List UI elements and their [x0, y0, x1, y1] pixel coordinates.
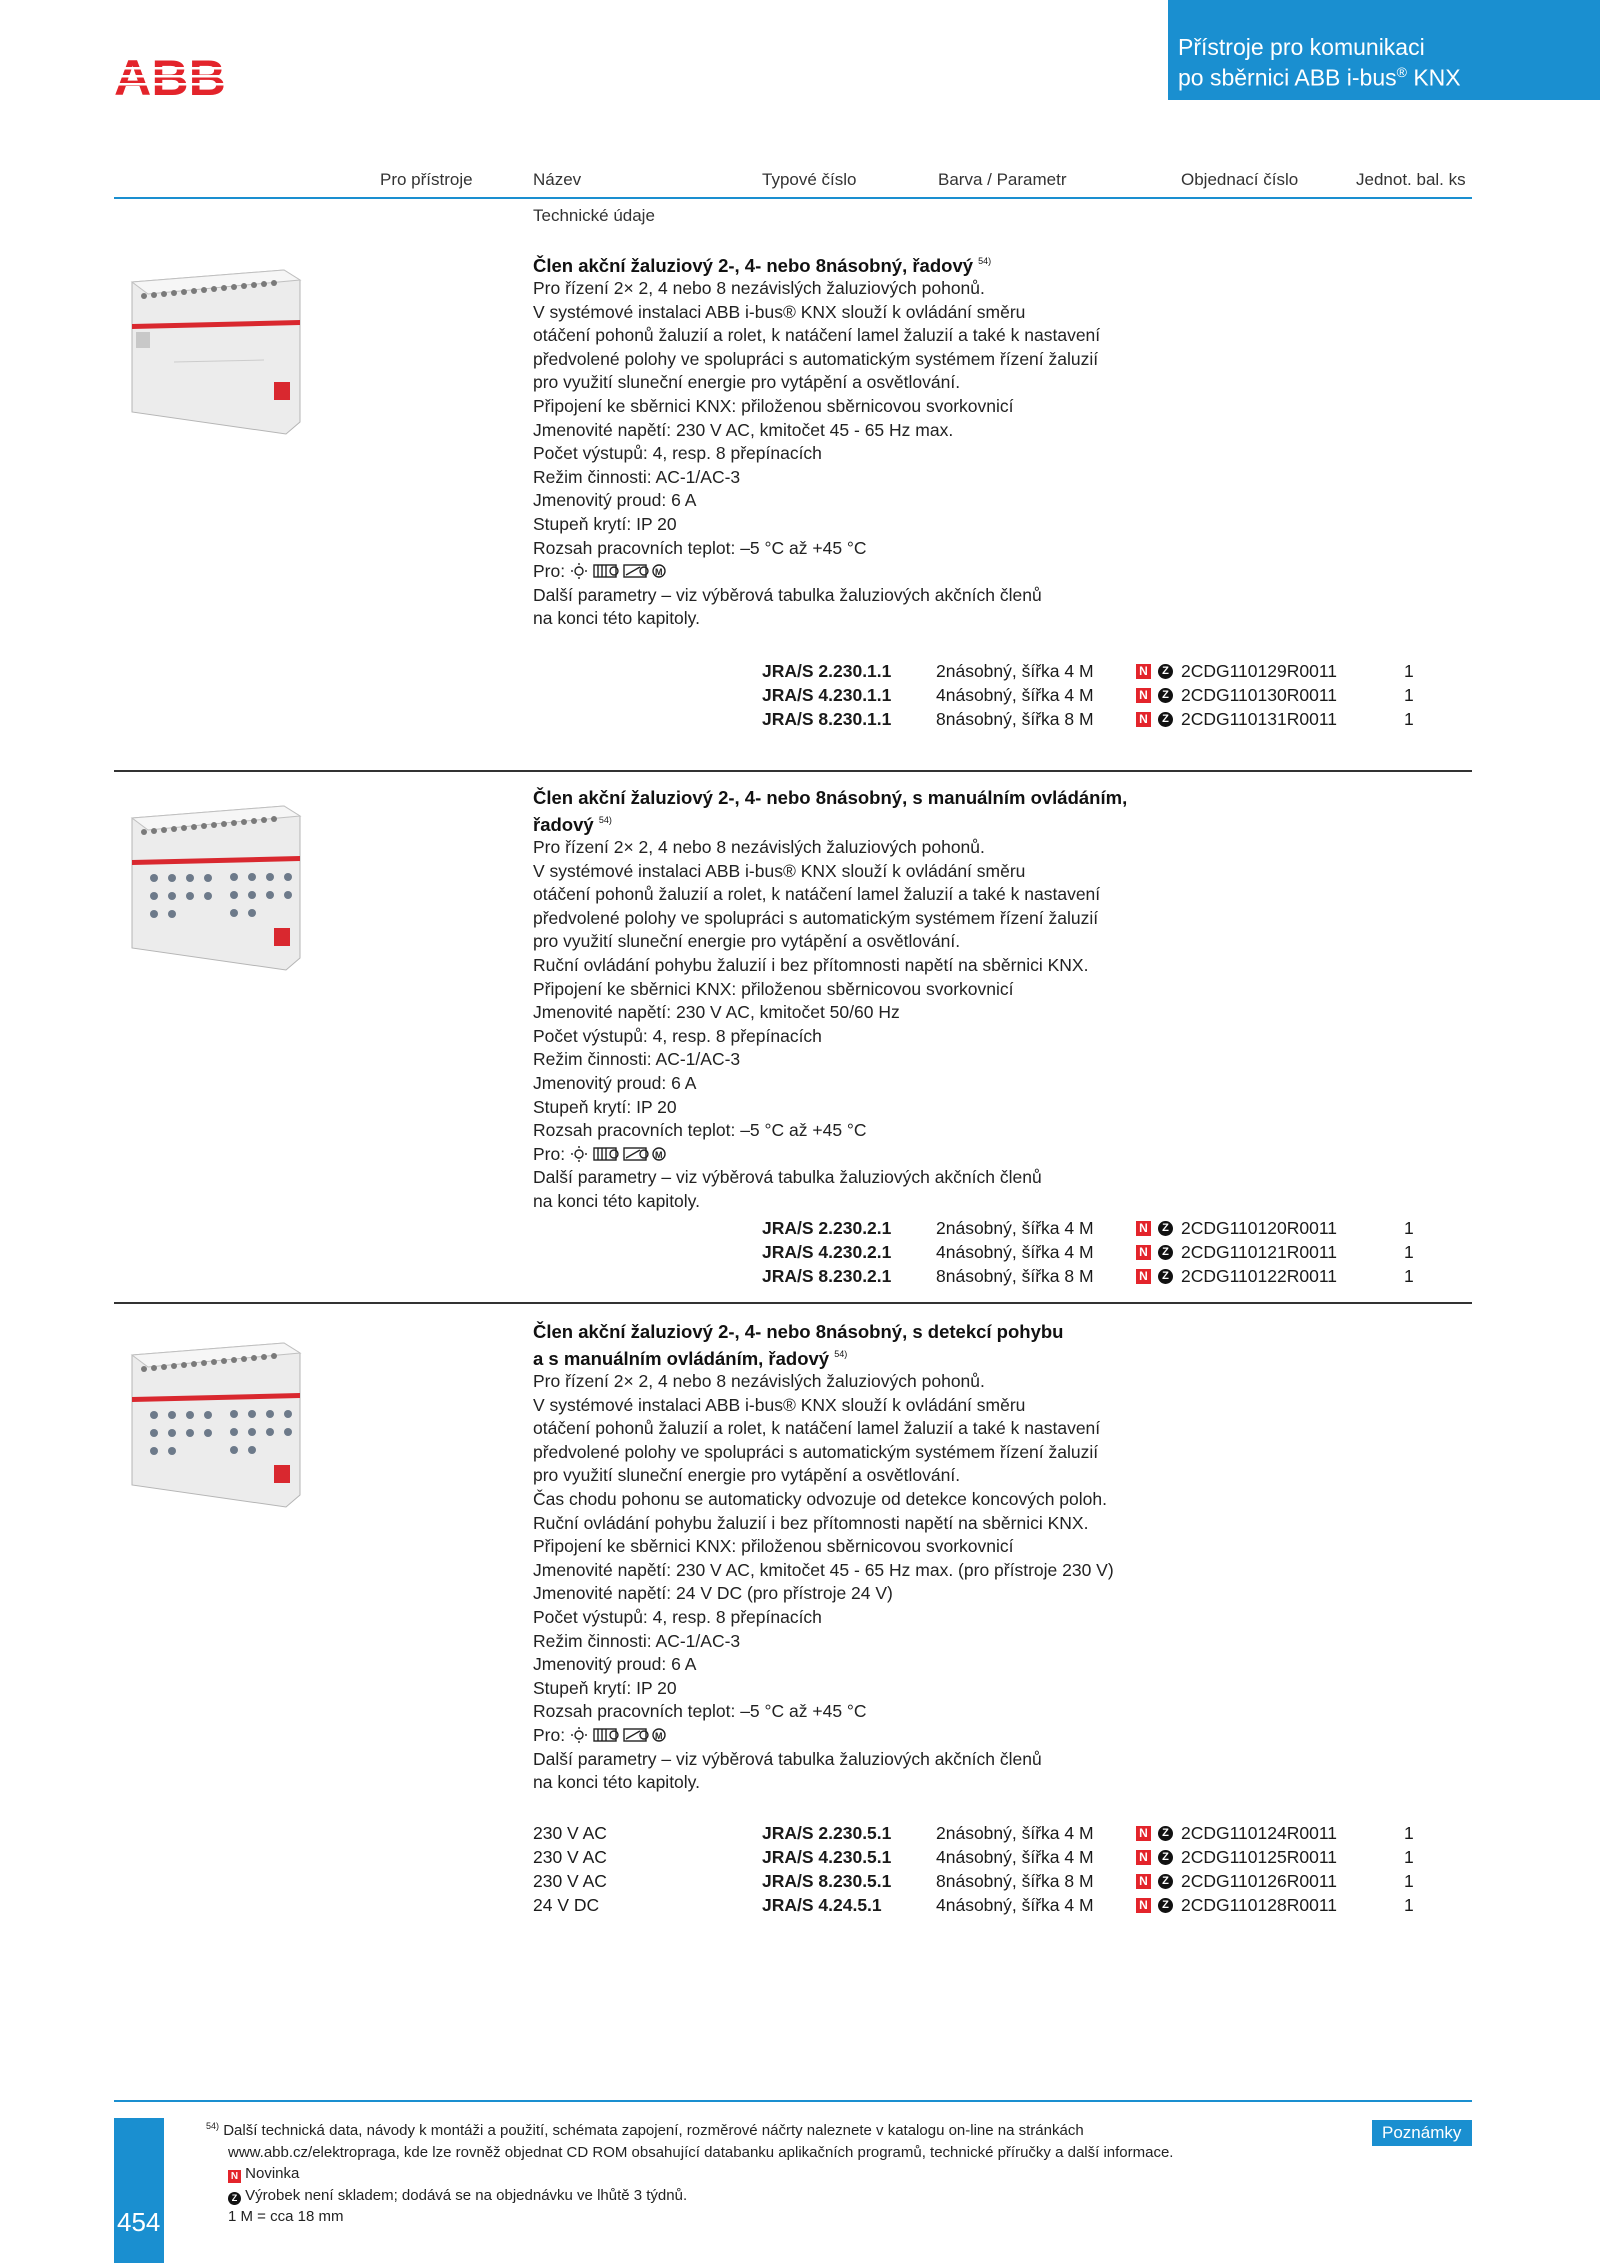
- col-pro-pristroje: Pro přístroje: [380, 170, 473, 189]
- technicke-udaje-label: Technické údaje: [533, 206, 655, 225]
- order-only-badge: Z: [1158, 1269, 1173, 1284]
- product-title: Člen akční žaluziový 2-, 4- nebo 8násobný, s manuálním ovládáním, řadový $^{54)}$: [533, 787, 1128, 835]
- order-only-badge: Z: [1158, 712, 1173, 727]
- new-badge: N: [1136, 1874, 1151, 1889]
- new-badge: N: [1136, 1826, 1151, 1841]
- pro-usage-line: Pro: M: [533, 1724, 1173, 1748]
- header-divider: [114, 197, 1472, 199]
- order-row: 24 V DC JRA/S 4.24.5.1 4násobný, šířka 4 M N Z 2CDG110128R0011 1: [533, 1895, 1414, 1915]
- footer-divider: [114, 2100, 1472, 2102]
- banner-line-1: Přístroje pro komunikaci: [1178, 34, 1425, 60]
- svg-text:M: M: [654, 567, 663, 578]
- product-title: Člen akční žaluziový 2-, 4- nebo 8násobný, s detekcí pohybu a s manuálním ovládáním, řadový $^{54)}$: [533, 1321, 1064, 1369]
- section-divider: [114, 770, 1472, 772]
- application-icons: [570, 1145, 680, 1163]
- product-description: Pro řízení 2× 2, 4 nebo 8 nezávislých žaluziových pohonů. V systémové instalaci ABB i-bus® KNX slouží k ovládání směru otáčení pohonů žaluzií a rolet, k natáčení lamel žaluzií a také k nastavení předvolené polohy ve spolupráci s automatickým systémem řízení žaluzií pro využití sluneční energie pro vytápění a osvětlování. Čas chodu pohonu se automaticky odvozuje od detekce koncových poloh. Ruční ovládání pohybu žaluzií i bez přítomnosti napětí na sběrnici KNX. Připojení ke sběrnici KNX: přiloženou sběrnicovou svorkovnicí Jmenovité napětí: 230 V AC, kmitočet 45 - 65 Hz max. (pro přístroje 230 V) Jmenovité napětí: 24 V DC (pro přístroje 24 V) Počet výstupů: 4, resp. 8 přepínacích Režim činnosti: AC-1/AC-3 Jmenovitý proud: 6 A Stupeň krytí: IP 20 Rozsah pracovních teplot: –5 °C až +45 °C Pro: M Další parametry – viz výběrová tabulka žaluziových akčních členů na konci této kapitoly.: [533, 1370, 1173, 1795]
- order-only-badge: Z: [1158, 1826, 1173, 1841]
- col-jednot: Jednot. bal. ks: [1356, 170, 1466, 189]
- order-row: 230 V AC JRA/S 2.230.5.1 2násobný, šířka 4 M N Z 2CDG110124R0011 1: [533, 1823, 1414, 1843]
- order-row: JRA/S 4.230.2.1 4násobný, šířka 4 M N Z 2CDG110121R0011 1: [762, 1242, 1414, 1262]
- order-only-badge: Z: [1158, 1245, 1173, 1260]
- product-title: Člen akční žaluziový 2-, 4- nebo 8násobný, řadový $^{54)}$: [533, 255, 992, 276]
- order-row: JRA/S 2.230.2.1 2násobný, šířka 4 M N Z 2CDG110120R0011 1: [762, 1218, 1414, 1238]
- order-only-badge: Z: [228, 2192, 241, 2205]
- banner-line-2: po sběrnici ABB i-bus® KNX: [1178, 64, 1461, 91]
- abb-logo: [114, 54, 226, 100]
- product-block-3: [533, 1320, 1173, 1795]
- order-only-badge: Z: [1158, 1850, 1173, 1865]
- notes-label: Poznámky: [1372, 2120, 1472, 2146]
- section-banner: [1168, 0, 1600, 100]
- order-only-badge: Z: [1158, 1898, 1173, 1913]
- order-row: JRA/S 4.230.1.1 4násobný, šířka 4 M N Z 2CDG110130R0011 1: [762, 685, 1414, 705]
- page-number: 454: [117, 2207, 161, 2237]
- col-typove-cislo: Typové číslo: [762, 170, 857, 189]
- legend-new: N Novinka: [206, 2163, 1173, 2185]
- page-number-bar: [114, 2118, 164, 2263]
- new-badge: N: [1136, 688, 1151, 703]
- new-badge: N: [1136, 1221, 1151, 1236]
- order-only-badge: Z: [1158, 1874, 1173, 1889]
- device-image-jra-detection: [114, 1335, 314, 1525]
- section-divider: [114, 1302, 1472, 1304]
- order-only-badge: Z: [1158, 1221, 1173, 1236]
- order-only-badge: Z: [1158, 664, 1173, 679]
- footnote-54-line1: $^{54)}$ Další technická data, návody k montáži a použití, schémata zapojení, rozměrové náčrty naleznete v katalogu on-line na stránkách: [206, 2121, 1084, 2139]
- device-image-jra-manual: [114, 798, 314, 988]
- order-row: JRA/S 8.230.2.1 8násobný, šířka 8 M N Z 2CDG110122R0011 1: [762, 1266, 1414, 1286]
- order-row: 230 V AC JRA/S 8.230.5.1 8násobný, šířka 8 M N Z 2CDG110126R0011 1: [533, 1871, 1414, 1891]
- product-description: Pro řízení 2× 2, 4 nebo 8 nezávislých žaluziových pohonů. V systémové instalaci ABB i-bus® KNX slouží k ovládání směru otáčení pohonů žaluzií a rolet, k natáčení lamel žaluzií a také k nastavení předvolené polohy ve spolupráci s automatickým systémem řízení žaluzií pro využití sluneční energie pro vytápění a osvětlování. Připojení ke sběrnici KNX: přiloženou sběrnicovou svorkovnicí Jmenovité napětí: 230 V AC, kmitočet 45 - 65 Hz max. Počet výstupů: 4, resp. 8 přepínacích Režim činnosti: AC-1/AC-3 Jmenovitý proud: 6 A Stupeň krytí: IP 20 Rozsah pracovních teplot: –5 °C až +45 °C Pro: M Další parametry – viz výběrová tabulka žaluziových akčních členů na konci této kapitoly.: [533, 277, 1173, 631]
- footnote-54-line2: www.abb.cz/elektropraga, kde lze rovněž objednat CD ROM obsahující databanku aplikačních programů, technické příručky a další informace.: [228, 2143, 1174, 2161]
- device-image-jra-basic: [114, 262, 314, 452]
- new-badge: N: [228, 2170, 241, 2183]
- product-description: Pro řízení 2× 2, 4 nebo 8 nezávislých žaluziových pohonů. V systémové instalaci ABB i-bus® KNX slouží k ovládání směru otáčení pohonů žaluzií a rolet, k natáčení lamel žaluzií a také k nastavení předvolené polohy ve spolupráci s automatickým systémem řízení žaluzií pro využití sluneční energie pro vytápění a osvětlování. Ruční ovládání pohybu žaluzií i bez přítomnosti napětí na sběrnici KNX. Připojení ke sběrnici KNX: přiloženou sběrnicovou svorkovnicí Jmenovité napětí: 230 V AC, kmitočet 50/60 Hz Počet výstupů: 4, resp. 8 přepínacích Režim činnosti: AC-1/AC-3 Jmenovitý proud: 6 A Stupeň krytí: IP 20 Rozsah pracovních teplot: –5 °C až +45 °C Pro: M Další parametry – viz výběrová tabulka žaluziových akčních členů na konci této kapitoly.: [533, 836, 1173, 1214]
- col-nazev: Název: [533, 170, 582, 189]
- col-objednaci-cislo: Objednací číslo: [1181, 170, 1299, 189]
- new-badge: N: [1136, 1850, 1151, 1865]
- footnotes: [206, 2116, 1173, 2228]
- product-block-2: [533, 786, 1173, 1214]
- legend-module-size: 1 M = cca 18 mm: [228, 2208, 344, 2225]
- order-only-badge: Z: [1158, 688, 1173, 703]
- pro-usage-line: Pro: M: [533, 1143, 1173, 1167]
- pro-usage-line: Pro: M: [533, 560, 1173, 584]
- col-barva-parametr: Barva / Parametr: [938, 170, 1067, 189]
- new-badge: N: [1136, 1898, 1151, 1913]
- application-icons: [570, 562, 680, 580]
- order-row: JRA/S 8.230.1.1 8násobný, šířka 8 M N Z 2CDG110131R0011 1: [762, 709, 1414, 729]
- new-badge: N: [1136, 712, 1151, 727]
- new-badge: N: [1136, 1269, 1151, 1284]
- svg-text:M: M: [654, 1730, 663, 1741]
- new-badge: N: [1136, 664, 1151, 679]
- order-row: JRA/S 2.230.1.1 2násobný, šířka 4 M N Z 2CDG110129R0011 1: [762, 661, 1414, 681]
- product-block-1: [533, 250, 1173, 631]
- application-icons: [570, 1726, 680, 1744]
- svg-text:M: M: [654, 1149, 663, 1160]
- legend-order-only: Z Výrobek není skladem; dodává se na objednávku ve lhůtě 3 týdnů.: [206, 2185, 1173, 2207]
- order-row: 230 V AC JRA/S 4.230.5.1 4násobný, šířka 4 M N Z 2CDG110125R0011 1: [533, 1847, 1414, 1867]
- new-badge: N: [1136, 1245, 1151, 1260]
